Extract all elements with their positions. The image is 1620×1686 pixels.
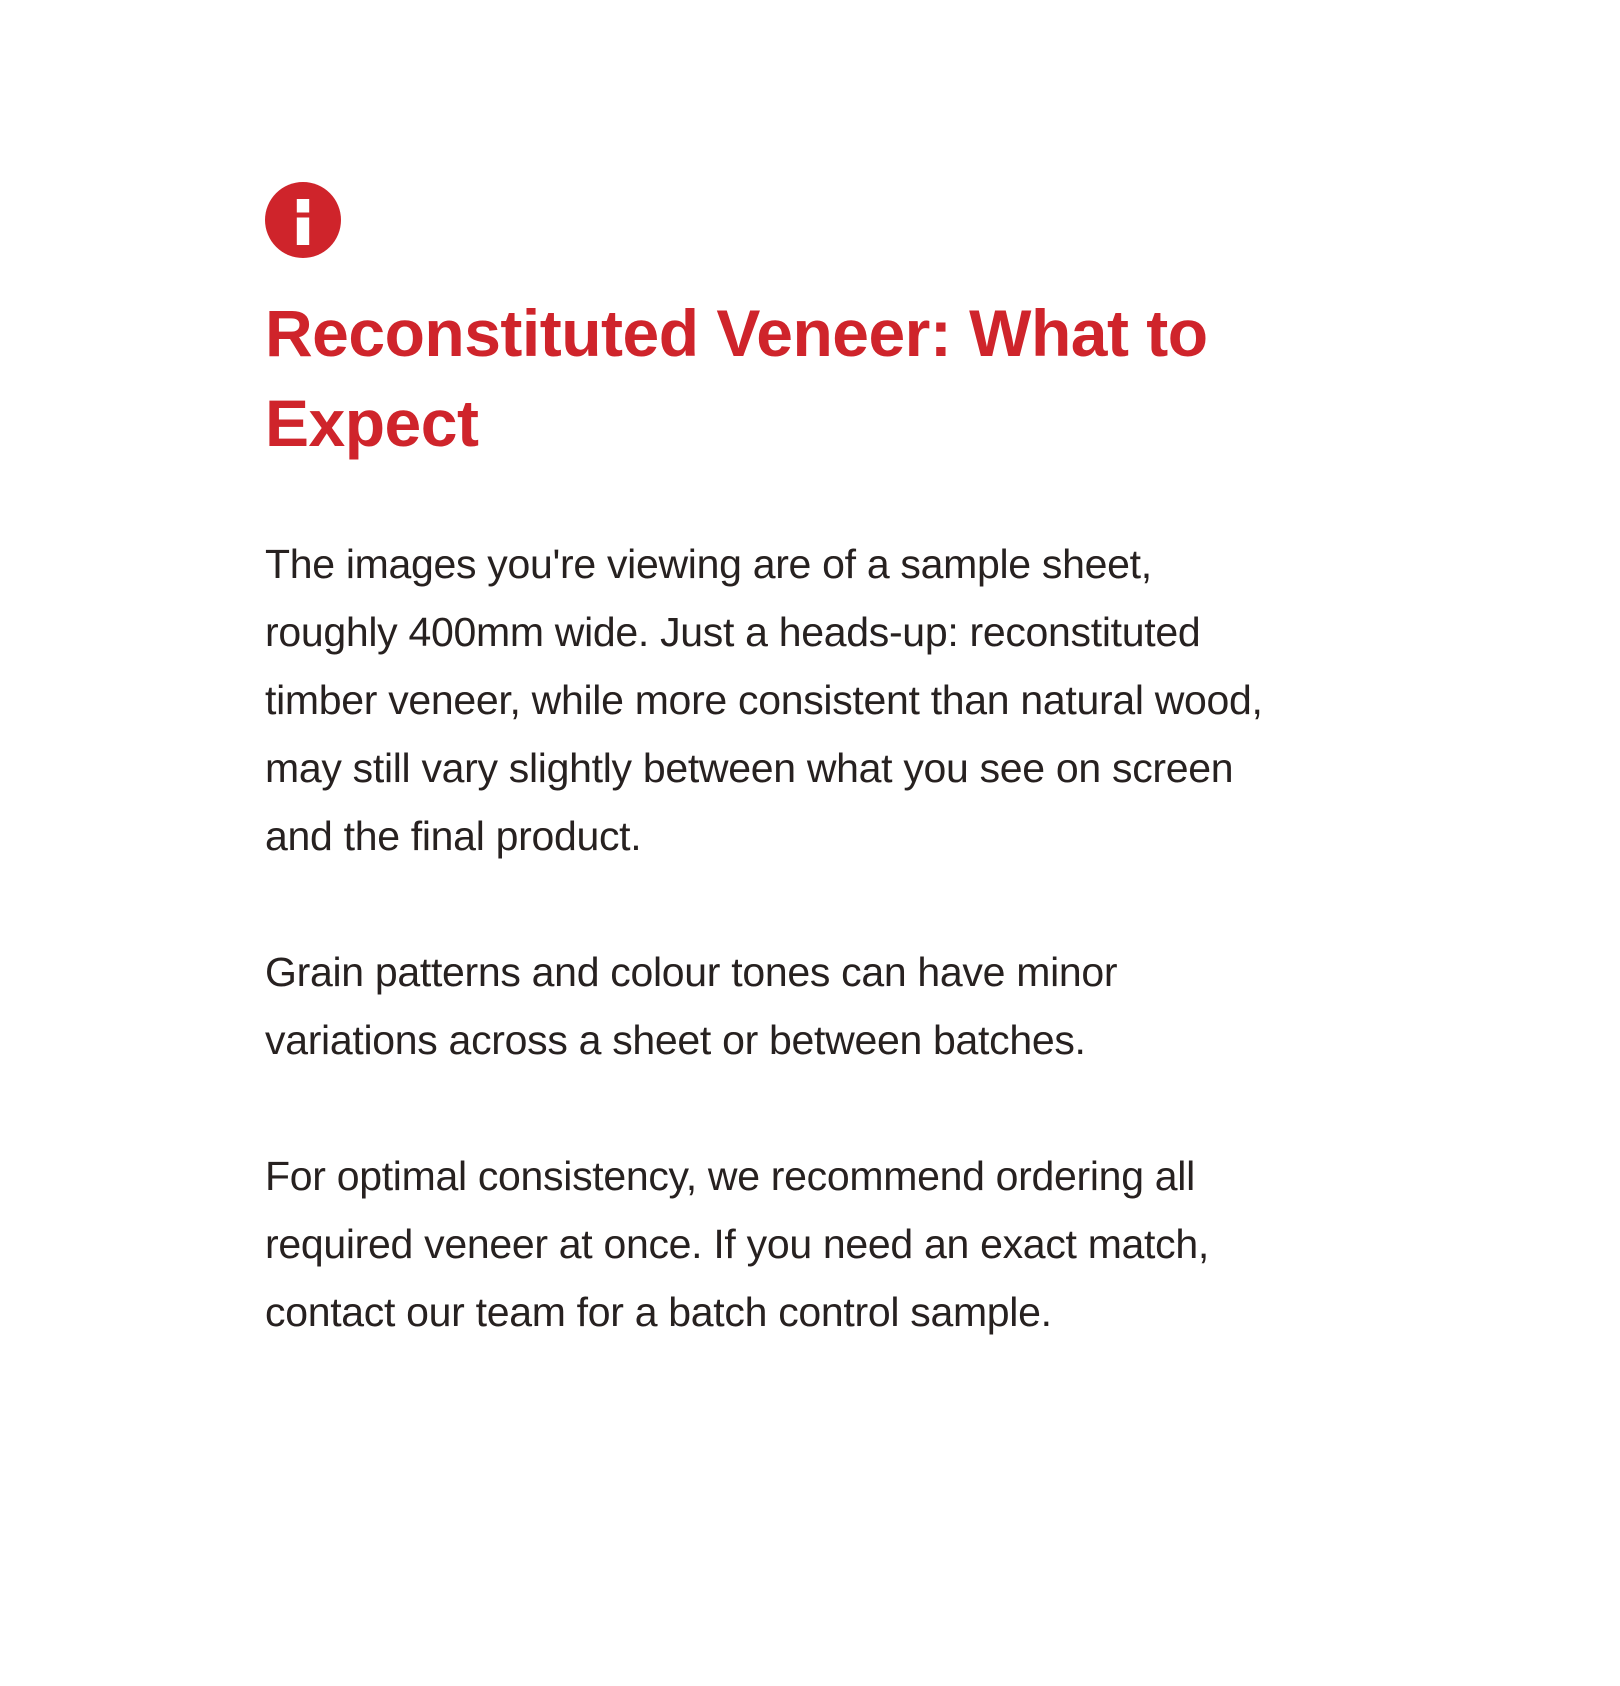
- section-title: Reconstituted Veneer: What to Expect: [265, 296, 1208, 460]
- body-paragraph-1: The images you're viewing are of a sample sheet, roughly 400mm wide. Just a heads-up: reconstituted timber veneer, while more consistent than natural wood, may still vary slightly between what you see on screen and the final product.: [265, 541, 1263, 859]
- info-icon: [265, 182, 341, 258]
- info-panel: [265, 182, 1265, 1346]
- body-paragraph-3: For optimal consistency, we recommend ordering all required veneer at once. If you need an exact match, contact our team for a batch control sample.: [265, 1153, 1209, 1335]
- body-paragraph-2: Grain patterns and colour tones can have minor variations across a sheet or between batches.: [265, 949, 1118, 1063]
